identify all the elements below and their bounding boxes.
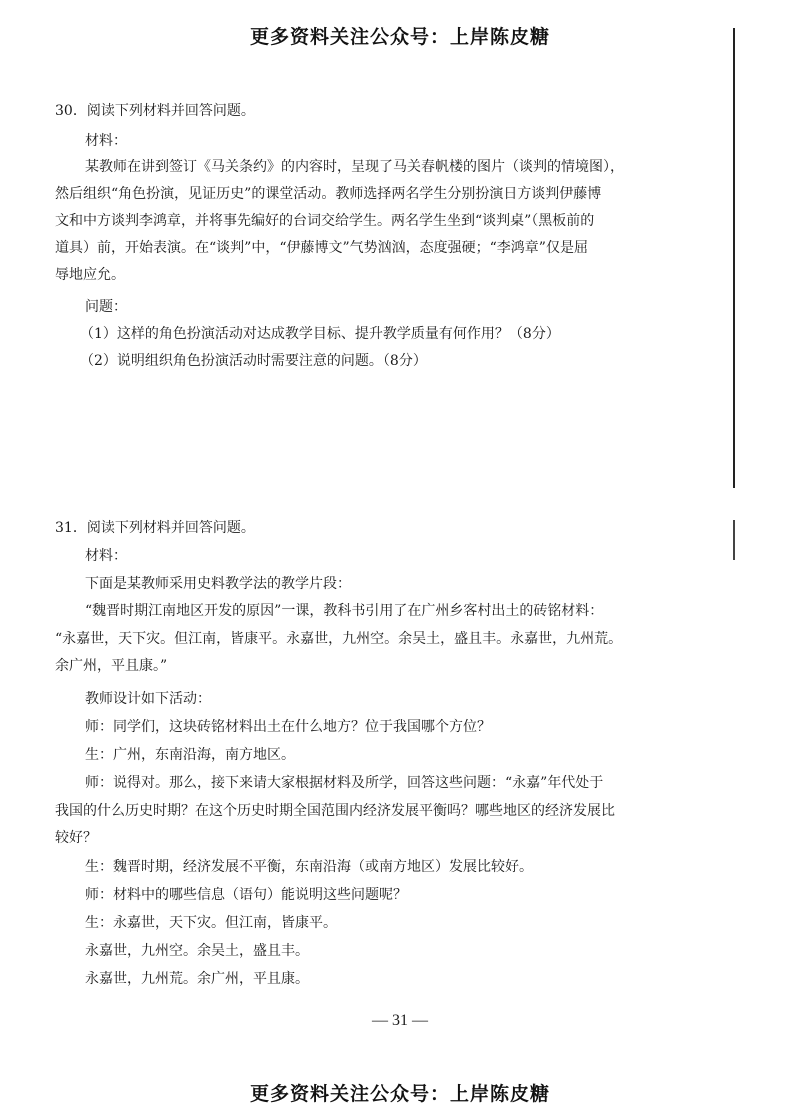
bottom-banner: 更多资料关注公众号：上岸陈皮糖	[249, 1083, 550, 1105]
q31-line: 下面是某教师采用史料教学法的教学片段：	[85, 576, 351, 592]
q31-line: 余广州，平且康。”	[55, 658, 168, 674]
q31-line: 较好？	[55, 830, 97, 846]
q31-line: 我国的什么历史时期？在这个历史时期全国范围内经济发展平衡吗？哪些地区的经济发展比	[55, 803, 615, 819]
q30-material-line: 然后组织“角色扮演，见证历史”的课堂活动。教师选择两名学生分别扮演日方谈判伊藤博	[55, 186, 602, 202]
q31-line: 永嘉世，九州荒。余广州，平且康。	[85, 971, 309, 987]
q31-line: 生：魏晋时期，经济发展不平衡，东南沿海（或南方地区）发展比较好。	[85, 859, 533, 875]
q30-title: 30．阅读下列材料并回答问题。	[55, 103, 255, 119]
q30-material-line: 文和中方谈判李鸿章，并将事先编好的台词交给学生。两名学生坐到“谈判桌”（黑板前的	[55, 213, 595, 229]
q31-line: 师：材料中的哪些信息（语句）能说明这些问题呢？	[85, 887, 407, 903]
page-number: — 31 —	[372, 1012, 428, 1029]
q31-line: 师：说得对。那么，接下来请大家根据材料及所学，回答这些问题：“永嘉”年代处于	[85, 775, 604, 791]
q31-line: 生：广州，东南沿海，南方地区。	[85, 747, 295, 763]
q31-material-label: 材料：	[85, 548, 127, 564]
q31-line: 生：永嘉世，天下灾。但江南，皆康平。	[85, 915, 337, 931]
q30-question-label: 问题：	[85, 299, 127, 315]
q31-title: 31．阅读下列材料并回答问题。	[55, 520, 255, 536]
q31-line: “永嘉世，天下灾。但江南，皆康平。永嘉世，九州空。余吴土，盛且丰。永嘉世，九州荒。	[55, 631, 623, 647]
scan-edge-line	[733, 28, 735, 488]
q30-material-line: 道具）前，开始表演。在“谈判”中，“伊藤博文”气势汹汹，态度强硬；“李鸿章”仅是屈	[55, 240, 588, 256]
q30-question-2: （2）说明组织角色扮演活动时需要注意的问题。（8分）	[80, 353, 427, 369]
q30-material-line: 辱地应允。	[55, 267, 125, 283]
q31-line: 永嘉世，九州空。余吴土，盛且丰。	[85, 943, 309, 959]
q31-line: 师：同学们，这块砖铭材料出土在什么地方？位于我国哪个方位？	[85, 719, 491, 735]
q30-material-line: 某教师在讲到签订《马关条约》的内容时，呈现了马关春帆楼的图片（谈判的情境图），	[85, 159, 624, 175]
q30-material-label: 材料：	[85, 133, 127, 149]
q31-line: “魏晋时期江南地区开发的原因”一课，教科书引用了在广州乡客村出土的砖铭材料：	[85, 603, 604, 619]
top-banner: 更多资料关注公众号：上岸陈皮糖	[249, 26, 550, 48]
q30-question-1: （1）这样的角色扮演活动对达成教学目标、提升教学质量有何作用？（8分）	[80, 326, 560, 342]
q31-line: 教师设计如下活动：	[85, 691, 211, 707]
